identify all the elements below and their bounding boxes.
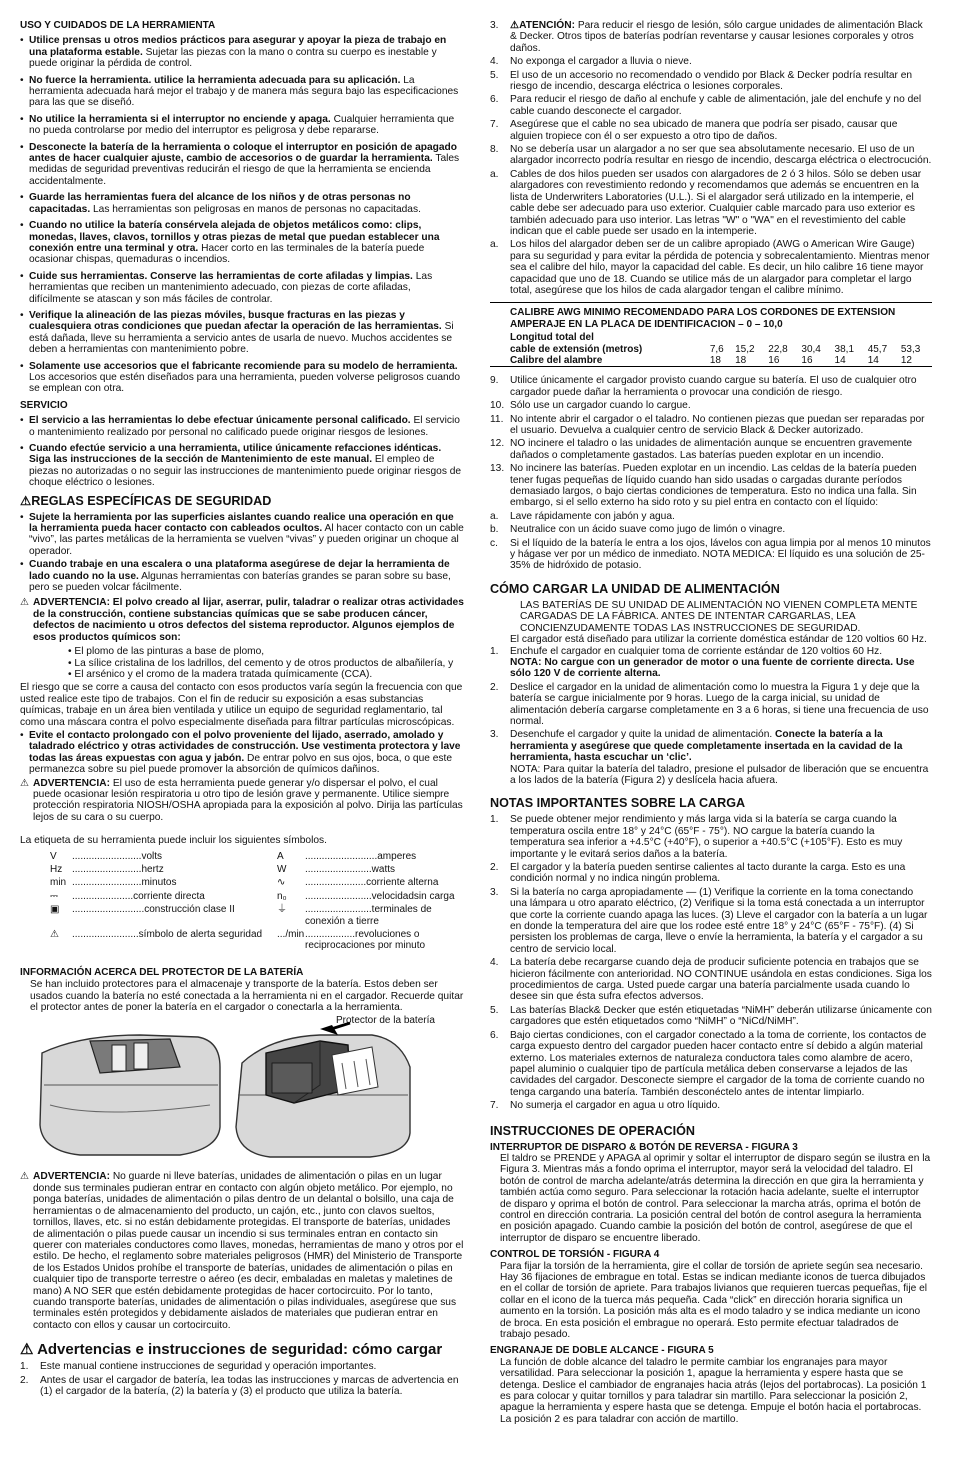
table-row: cable de extensión (metros) 7,6 15,2 22,8 30,4 38,1 45,7 53,3 bbox=[510, 343, 921, 355]
charging-notes-heading: NOTAS IMPORTANTES SOBRE LA CARGA bbox=[490, 796, 746, 811]
subsection-text: Para fijar la torsión de la herramienta, gire el collar de torsión de apriete según sea necesario. Hay 36 fijaciones de embrague en total. Estas se indican mediante iconos de tuerca dibujados en el collar de torsión de apriete. Para trabajos livianos que requieren tuercas pequeñas, fije el collar en el icono de la tuerca más pequeña. Cada “click” en dirección horaria significa un aumento en la torsión. La posición más alta es el modo taladro y se indica mediante un icono de broca. En esta posición el embrague no operará. Esto permite efectuar taladrados de trabajo pesado. bbox=[500, 1260, 928, 1341]
list-item: • Cuando trabaje en una escalera o una plataforma asegúrese de dejar la herramienta de lado cuando no la use. Algunas herramientas con baterías grandes se paran sobre su base, pero se pueden volcar fácilmente. bbox=[20, 559, 464, 593]
subsection-title: CONTROL DE TORSIÓN - FIGURA 4 bbox=[490, 1249, 660, 1261]
list-item: 2. El cargador y la batería pueden sentirse calientes al tacto durante la carga. Esto es una condición normal y no indica ningún problema. bbox=[490, 862, 906, 885]
list-item: • El arsénico y el cromo de la madera tratada químicamente (CCA). bbox=[68, 669, 464, 680]
protector-heading: INFORMACIÓN ACERCA DEL PROTECTOR DE LA BATERÍA bbox=[20, 966, 304, 978]
list-item: 3. Desenchufe el cargador y quite la unidad de alimentación. Conecte la batería a la herramienta y asegúrese que quede completamente insertada en la cavidad de la herramienta, hasta escuchar un ‘clic’. NOTA: Para quitar la batería del taladro, presione el pulsador de liberación que se encuentra a los lados de la batería (Figura 2) y deslícela hacia afuera. bbox=[490, 729, 929, 786]
list-item: 5. Las baterías Black& Decker que estén etiquetadas “NiMH” deberán utilizarse únicamente con cargadores que estén etiquetados como “NiMH” o “NiCd/NiMH”. bbox=[490, 1004, 932, 1028]
list-item: 5. El uso de un accesorio no recomendado o vendido por Black & Decker podría resultar en riesgo de incendio, descarga eléctrica o lesiones corporales. bbox=[490, 69, 913, 93]
table-row: min .........................minutos ∿ ......................corriente alterna bbox=[50, 877, 439, 889]
warning-triangle-icon: ⚠ bbox=[20, 1341, 38, 1359]
service-heading: SERVICIO bbox=[20, 399, 68, 411]
list-item: 7. Asegúrese que el cable no sea ubicado de manera que podría ser pisado, causar que alguien tropiece con él o ser expuesto a otro tipo de daños. bbox=[490, 119, 898, 142]
table-row: ▣ ..........................construcción clase II ⏚ ........................terminales de conexión a tierre bbox=[50, 904, 432, 927]
list-item: • Verifique la alineación de las piezas móviles, busque fracturas en las piezas y cualesquiera otras condiciones que puedan afectar la operación de las herramientas. Si está dañada, lleve su herramienta a servicio antes de usarla de nuevo. Muchos accidentes se deben a herramientas con mantenimiento pobre. bbox=[20, 310, 464, 356]
list-item: 1. Enchufe el cargador en cualquier toma de corriente estándar de 120 voltios 60 Hz. NOTA: No cargue con un generador de motor o una fuente de corriente directa. Use sólo 120 V de corriente alterna. bbox=[490, 645, 915, 680]
table-row: V .........................volts A ..........................amperes bbox=[50, 850, 417, 862]
list-item: • Utilice prensas u otros medios prácticos para asegurar y apoyar la pieza de trabajo en una plataforma estable. Sujetar las piezas con la mano o contra su cuerpo es inestable y puede originar la pérdida de control. bbox=[20, 35, 464, 69]
warning-triangle-icon: ⚠ bbox=[20, 1171, 29, 1183]
list-item: 4. No exponga el cargador a lluvia o nieve. bbox=[490, 56, 692, 68]
use-care-list bbox=[20, 35, 464, 394]
subsection-title: INTERRUPTOR DE DISPARO & BOTÓN DE REVERSA - FIGURA 3 bbox=[490, 1141, 798, 1153]
list-item: 12. NO incinere el taladro o las unidades de alimentación aunque se encuentren gravemente dañados o completamente gastados. Las baterías pueden explotar en un incendio. bbox=[490, 438, 913, 461]
list-item: 9. Utilice únicamente el cargador provisto cuando cargue su batería. El uso de cualquier otro cargador puede dañar la herramienta o provocar una condición de riesgo. bbox=[490, 375, 917, 398]
list-item: b. Neutralice con un ácido suave como jugo de limón o vinagre. bbox=[490, 524, 786, 536]
list-item: 4. La batería debe recargarse cuando deja de producir suficiente potencia en trabajos que se hicieron fácilmente con anterioridad. NO CONTINUE usándola en estas condiciones. Siga los procedimientos de carga. Usted puede cargar una batería parcialmente usada cuando lo desee sin que ésta sufra efectos adversos. bbox=[490, 957, 932, 1003]
warning-triangle-icon: ⚠ bbox=[20, 493, 32, 508]
list-item: • Sujete la herramienta por las superficies aislantes cuando realice una operación en que la herramienta pueda hacer contacto con cableados ocultos. Al hacer contacto con un cable “vivo”, las partes metálicas de la herramienta se vuelven “vivas” y pueden originar un choque al operador. bbox=[20, 512, 464, 558]
table-row: Longitud total del bbox=[510, 332, 594, 344]
list-item: • Cuando no utilice la batería consérvela alejada de objetos metálicos como: clips, monedas, llaves, clavos, tornillos y otras piezas de metal que puedan establecer una conexión entre una terminal y otra. Hacer corto en las terminales de la batería puede ocasionar chispas, quemaduras o incendios. bbox=[20, 220, 464, 266]
battery-illustration bbox=[20, 1015, 464, 1163]
table-row: Hz .........................hertz W ........................watts bbox=[50, 864, 396, 875]
table-row: ⚠ ........................símbolo de alerta seguridad .../min ..................revoluciones o reciprocaciones por minuto bbox=[50, 929, 426, 952]
list-item: • La sílice cristalina de los ladrillos, del cemento y de otros productos de albañilería, y bbox=[68, 658, 464, 669]
chemicals-list bbox=[68, 646, 464, 680]
risk-paragraph: El riesgo que se corre a causa del contacto con esos productos varía según la frecuencia con que usted realice este tipo de trabajos. Con el fin de reducir su exposición a esas substancias químicas, trabaje en un área bien ventilada y utilice un equipo de seguridad reglamentario, tal como una máscara contra el polvo especialmente diseñada para filtrar partículas microscópicas. bbox=[20, 682, 463, 728]
list-item: 6. Para reducir el riesgo de daño al enchufe y cable de alimentación, jale del enchufe y no del cable cuando desconecte el cargador. bbox=[490, 94, 922, 117]
list-item: • Guarde las herramientas fuera del alcance de los niños y de otras personas no capacitadas. Las herramientas son peligrosas en manos de personas no capacitadas. bbox=[20, 192, 464, 215]
list-item: 1. Este manual contiene instrucciones de seguridad y operación importantes. bbox=[20, 1361, 377, 1373]
charging-list bbox=[20, 1361, 464, 1397]
warning-triangle-icon: ⚠ bbox=[20, 597, 29, 609]
list-item: 2. Deslice el cargador en la unidad de alimentación como lo muestra la Figura 1 y deje que la batería se cargue inicialmente por 9 horas. Luego de la carga inicial, su unidad de alimentación debería cargarse completamente en 3 a 6 horas, si tiene una frecuencia de uso normal. bbox=[490, 681, 929, 727]
how-to-charge-intro-2: El cargador está diseñado para utilizar la corriente doméstica estándar de 120 voltios 60 Hz. bbox=[510, 634, 927, 646]
symbols-table bbox=[50, 850, 470, 953]
charger-safety-list-2 bbox=[490, 375, 932, 572]
subsection-title: ENGRANAJE DE DOBLE ALCANCE - FIGURA 5 bbox=[490, 1345, 714, 1357]
warning-triangle-icon: ⚠ bbox=[20, 777, 29, 789]
left-column bbox=[20, 20, 464, 1399]
table-top-rule bbox=[490, 302, 932, 303]
subsection-text: La función de doble alcance del taladro le permite cambiar los engranajes para mayor versatilidad. Para seleccionar la posición 1, apague la herramienta y espere hasta que se detenga. Deslice el cambiador de engranajes hacia atrás (lejos del portabrocas). La posición 1 es para colocar y quitar tornillos y para taladrar sin martillo. Para seleccionar la posición 2, apague la herramienta y espere hasta que se detenga. Empuje el botón hacia el portabrocas. La posición 2 es para taladrar con acción de martillo. bbox=[500, 1356, 927, 1425]
list-item: 6. Bajo ciertas condiciones, con el cargador conectado a la toma de corriente, los contactos de carga expuesto dentro del cargador pueden hacer contacto entre sí debido a algún material externo. Los materiales externos de naturaleza conductora tales como alambre de acero, papel aluminio o cualquier tipo de partícula metálica deben conservarse a lejados de las cavidades del cargador. Desconecte siempre el cargador de la toma de corriente cuando no tenga cargando una batería. También desconéctelo antes de intentar limpiarlo. bbox=[490, 1029, 927, 1098]
symbols-intro: La etiqueta de su herramienta puede incluir los siguientes símbolos. bbox=[20, 835, 327, 847]
awg-table-title: CALIBRE AWG MINIMO RECOMENDADO PARA LOS CORDONES DE EXTENSION AMPERAJE EN LA PLACA DE IDENTIFICACION – 0 – 10,0 bbox=[510, 307, 896, 330]
operation-heading: INSTRUCCIONES DE OPERACIÓN bbox=[490, 1123, 696, 1138]
table-row: ⎓ ......................corriente directa n₀ ........................velocidadsin carga bbox=[50, 890, 455, 902]
operation-section-torque bbox=[490, 1249, 932, 1340]
list-item: c. Si el líquido de la batería le entra a los ojos, lávelos con agua limpia por al menos 10 minutos y hágase ver por un médico de inmediato. NOTA MEDICA: El líquido es una solución de 25-35% de hidróxido de potasio. bbox=[490, 537, 931, 572]
list-item: 11. No intente abrir el cargador o el taladro. No contienen piezas que puedan ser reparadas por el usuario. Devuelva a cualquier centro de servicio Black & Decker autorizado. bbox=[490, 413, 925, 436]
list-item: 8. No se debería usar un alargador a no ser que sea absolutamente necesario. El uso de un alargador incorrecto podría resultar en riesgo de incendio, descarga eléctrica o electrocución. bbox=[490, 144, 932, 167]
operation-section-gear bbox=[490, 1345, 932, 1425]
dust-warning: ⚠ ADVERTENCIA: El polvo creado al lijar, aserrar, pulir, taladrar o realizar otras actividades de la construcción, contiene substancias químicas que se sabe producen cáncer, defectos de nacimiento u otros defectos del sistema reproductor. Algunos ejemplos de esos productos químicos son: bbox=[20, 597, 464, 643]
how-to-charge-steps bbox=[490, 646, 932, 787]
list-item: • Solamente use accesorios que el fabricante recomiende para su modelo de herramienta. Los accesorios que estén diseñados para una herramienta, pueden volverse peligrosos cuando se emplean con otra. bbox=[20, 361, 464, 395]
how-to-charge-heading: CÓMO CARGAR LA UNIDAD DE ALIMENTACIÓN bbox=[490, 581, 780, 596]
list-item: • Cuide sus herramientas. Conserve las herramientas de corte afiladas y limpias. Las herramientas que reciben un mantenimiento adecuado, con piezas de corte afiladas, difícilmente se atascan y son más fáciles de controlar. bbox=[20, 271, 464, 305]
list-item: • El plomo de las pinturas a base de plomo, bbox=[68, 646, 464, 657]
list-item: • El servicio a las herramientas lo debe efectuar únicamente personal calificado. El servicio o mantenimiento realizado por personal no calificado puede originar riesgos de lesiones. bbox=[20, 415, 464, 438]
subsection-text: El taldro se PRENDE y APAGA al oprimir y soltar el interruptor de disparo según se ilustra en la Figura 3. Mientras más a fondo oprima el interruptor, mayor será la velocidad del taladro. El botón de control de marcha adelante/atrás determina la dirección en que gira la herramienta y también actúa como seguro. Para seleccionar la rotación hacia adelante, suelte el interruptor de disparo y oprima el botón de control. Para seleccionar la marcha atrás, oprima el botón de control en dirección contraria. La posición central del botón de control asegura la herramienta en posición apagado. Cuando cambie la posición del botón de control, asegúrese de que el interruptor de disparo se encuentre liberado. bbox=[500, 1152, 931, 1244]
transport-warning: ⚠ ADVERTENCIA: No guarde ni lleve baterías, unidades de alimentación o pilas en un lugar donde sus terminales pudieran entrar en contacto con algún objeto metálico. Por ejemplo, no ponga baterías, unidades de alimentación o pilas dentro de un delantal o bolsillo, una caja de herramientas o de almacenamiento del producto, un cajón, etc., junto con clavos sueltos, tornillos, llaves, etc. si no están debidamente protegidas. El transporte de baterías, unidades de alimentación o pilas puede causar un incendio si sus terminales entran en contacto sin querer con materiales conductores como llaves, monedas, herramientas de mano y otros por el estilo. De hecho, el reglamento sobre materiales peligrosos (HMR) del Ministerio de Transporte de los Estados Unidos prohíbe el transporte de baterías, unidades de alimentación o pilas en cualquier tipo de transporte terrestre o aéreo (es decir, embaladas en maletas y maletines de mano) A NO SER que estén debidamente protegidas de hacer cortocircuito. Por lo tanto, cuando transporte baterías, unidades de alimentación o pilas individuales, asegúrese que sus terminales estén protegidos y debidamente aislados de materiales que pudieran entrar en contacto con ellos y causar un cortocircuito. bbox=[20, 1171, 464, 1331]
service-list bbox=[20, 415, 464, 488]
list-item: a. Cables de dos hilos pueden ser usados con alargadores de 2 ó 3 hilos. Sólo se deben usar alargadores con revestimiento redondo y recomendamos que además se encuentren en la lista de Underwriters Laboratories (U.L.). Si el alargador será utilizado en la intemperie, el cable debe ser adecuado para uso exterior. Cualquier cable marcado para uso exterior es también adecuado para uso interior. Las letras "W" o "WA" en el revestimiento del cable indican que el cable puede ser usado en la intemperie. bbox=[490, 168, 922, 237]
list-item: 3. ⚠ATENCIÓN: Para reducir el riesgo de lesión, sólo cargue unidades de alimentación Black & Decker. Otros tipos de baterías podrían reventarse y causar lesiones corporales y otros daños. bbox=[490, 20, 923, 54]
protector-caption: Protector de la batería bbox=[336, 1015, 435, 1027]
table-row: Calibre del alambre 18 18 16 16 14 14 12 bbox=[490, 355, 932, 367]
use-care-heading: USO Y CUIDADOS DE LA HERRAMIENTA bbox=[20, 20, 216, 31]
awg-table bbox=[490, 332, 932, 367]
list-item: • Evite el contacto prolongado con el polvo proveniente del lijado, aserrado, amolado y taladrado eléctrico y otras actividades de construcción. Use vestimenta protectora y lave todas las áreas expuestas con agua y jabón. De entrar polvo en sus ojos, boca, o que este permanezca sobre su piel puede promover la absorción de químicos dañinos. bbox=[20, 730, 464, 776]
list-item: 3. Si la batería no carga apropiadamente — (1) Verifique la corriente en la toma conectando una lámpara u otro aparato eléctrico, (2) Verifique si la toma está conectada a un interruptor que corte la corriente cuando apaga las luces. (3) Lleve el cargador con la batería a un lugar en donde la temperatura del aire que los rodee esté entre 18° y 24°C (65°F - 75°F). (4) Si persisten los problemas de carga, lleve o envíe la herramienta, la batería y el cargador a su centro de servicio local. bbox=[490, 886, 928, 955]
list-item: 10. Sólo use un cargador cuando lo cargue. bbox=[490, 400, 691, 412]
list-item: a. Los hilos del alargador deben ser de un calibre apropiado (AWG o American Wire Gauge) para su seguridad y para evitar la pérdida de potencia y sobrecalentamiento. Mientras menor sea el calibre del hilo, mayor la capacidad del cable. Es decir, un hilo calibre 16 tiene mayor capacidad que uno de 18. Cuando se utilice más de un alargador para completar el largo total, asegúrese que los hilos de cada alargador tengan el calibre mínimo. bbox=[490, 239, 930, 296]
right-column bbox=[490, 20, 932, 1430]
battery-protector-figure bbox=[20, 1015, 464, 1163]
specific-rules-list bbox=[20, 512, 464, 594]
list-item: 13. No incinere las baterías. Pueden explotar en un incendio. Las celdas de la batería pueden tener fugas pequeñas de líquido cuando han sido usadas o cargadas durante períodos demasiado largos, o bajo ciertas condiciones de temperatura. Esto no indica una falla. Sin embargo, si el sello externo ha sido roto y su piel entra en contacto con el líquido: bbox=[490, 463, 917, 509]
charging-safety-heading: ⚠ Advertencias e instrucciones de seguridad: cómo cargar bbox=[20, 1341, 443, 1359]
list-item: • No utilice la herramienta si el interruptor no enciende y apaga. Cualquier herramienta que no pueda controlarse por medio del interruptor es peligrosa y debe repararse. bbox=[20, 114, 464, 137]
list-item: • Cuando efectúe servicio a una herramienta, utilice únicamente refacciones idénticas. Siga las instrucciones de la sección de Mantenimiento de este manual. El empleo de piezas no autorizadas o no seguir las instrucciones de mantenimiento puede originar riesgos de choque eléctrico o lesiones. bbox=[20, 443, 464, 489]
charger-safety-list bbox=[490, 20, 932, 296]
list-item: 1. Se puede obtener mejor rendimiento y más larga vida si la batería se carga cuando la temperatura oscila entre 18° y 24°C (65°F - 75°). NO cargue la batería cuando la temperatura sea inferior a +4.5°C (+40°F), o superior a +40.5°C (+105°F). Esto es muy importante y le evitará serios daños a la batería. bbox=[490, 814, 903, 860]
operation-section-trigger bbox=[490, 1142, 932, 1245]
protector-text: Se han incluido protectores para el almacenaje y transporte de la batería. Estos deben ser usados cuando la batería no esté conectada a la herramienta ni en el cargador. Recuerde quitar el protector antes de poner la batería en el cargador o conectarla a la herramienta. bbox=[30, 979, 464, 1014]
how-to-charge-intro: LAS BATERÍAS DE SU UNIDAD DE ALIMENTACIÓN NO VIENEN COMPLETA MENTE CARGADAS DE LA FÁBRICA. ANTES DE INTENTAR CARGARLAS, LEA CONCIENZUDAMENTE TODAS LAS INSTRUCCIONES DE SEGURIDAD. bbox=[520, 599, 918, 634]
charging-notes-list bbox=[490, 814, 932, 1111]
list-item: • Desconecte la batería de la herramienta o coloque el interruptor en posición de apagado antes de hacer cualquier ajuste, cambio de accesorios o de guardar la herramienta. Tales medidas de seguridad preventivas reducirán el riesgo de que la herramienta se encienda accidentalmente. bbox=[20, 142, 464, 188]
list-item: 7. No sumerja el cargador en agua u otro líquido. bbox=[490, 1100, 721, 1112]
contact-list bbox=[20, 730, 464, 776]
list-item: 2. Antes de usar el cargador de batería, lea todas las instrucciones y marcas de advertencia en (1) el cargador de la batería, (2) la batería y (3) el producto que utiliza la batería. bbox=[20, 1374, 459, 1397]
list-item: a. Lave rápidamente con jabón y agua. bbox=[490, 510, 675, 522]
list-item: • No fuerce la herramienta. utilice la herramienta adecuada para su aplicación. La herramienta adecuada hará mejor el trabajo y de manera más segura bajo las especificaciones para las que se diseñó. bbox=[20, 75, 464, 109]
specific-rules-heading: ⚠REGLAS ESPECÍFICAS DE SEGURIDAD bbox=[20, 493, 272, 508]
respiratory-warning: ⚠ ADVERTENCIA: El uso de esta herramienta puede generar y/o dispersar el polvo, el cual puede ocasionar lesión respiratoria u otro tipo de lesión grave y permanente. Utilice siempre protección respiratoria NIOSH/OSHA apropiada para la exposición al polvo. Dirija las partículas lejos de su cara o su cuerpo. bbox=[20, 777, 463, 823]
